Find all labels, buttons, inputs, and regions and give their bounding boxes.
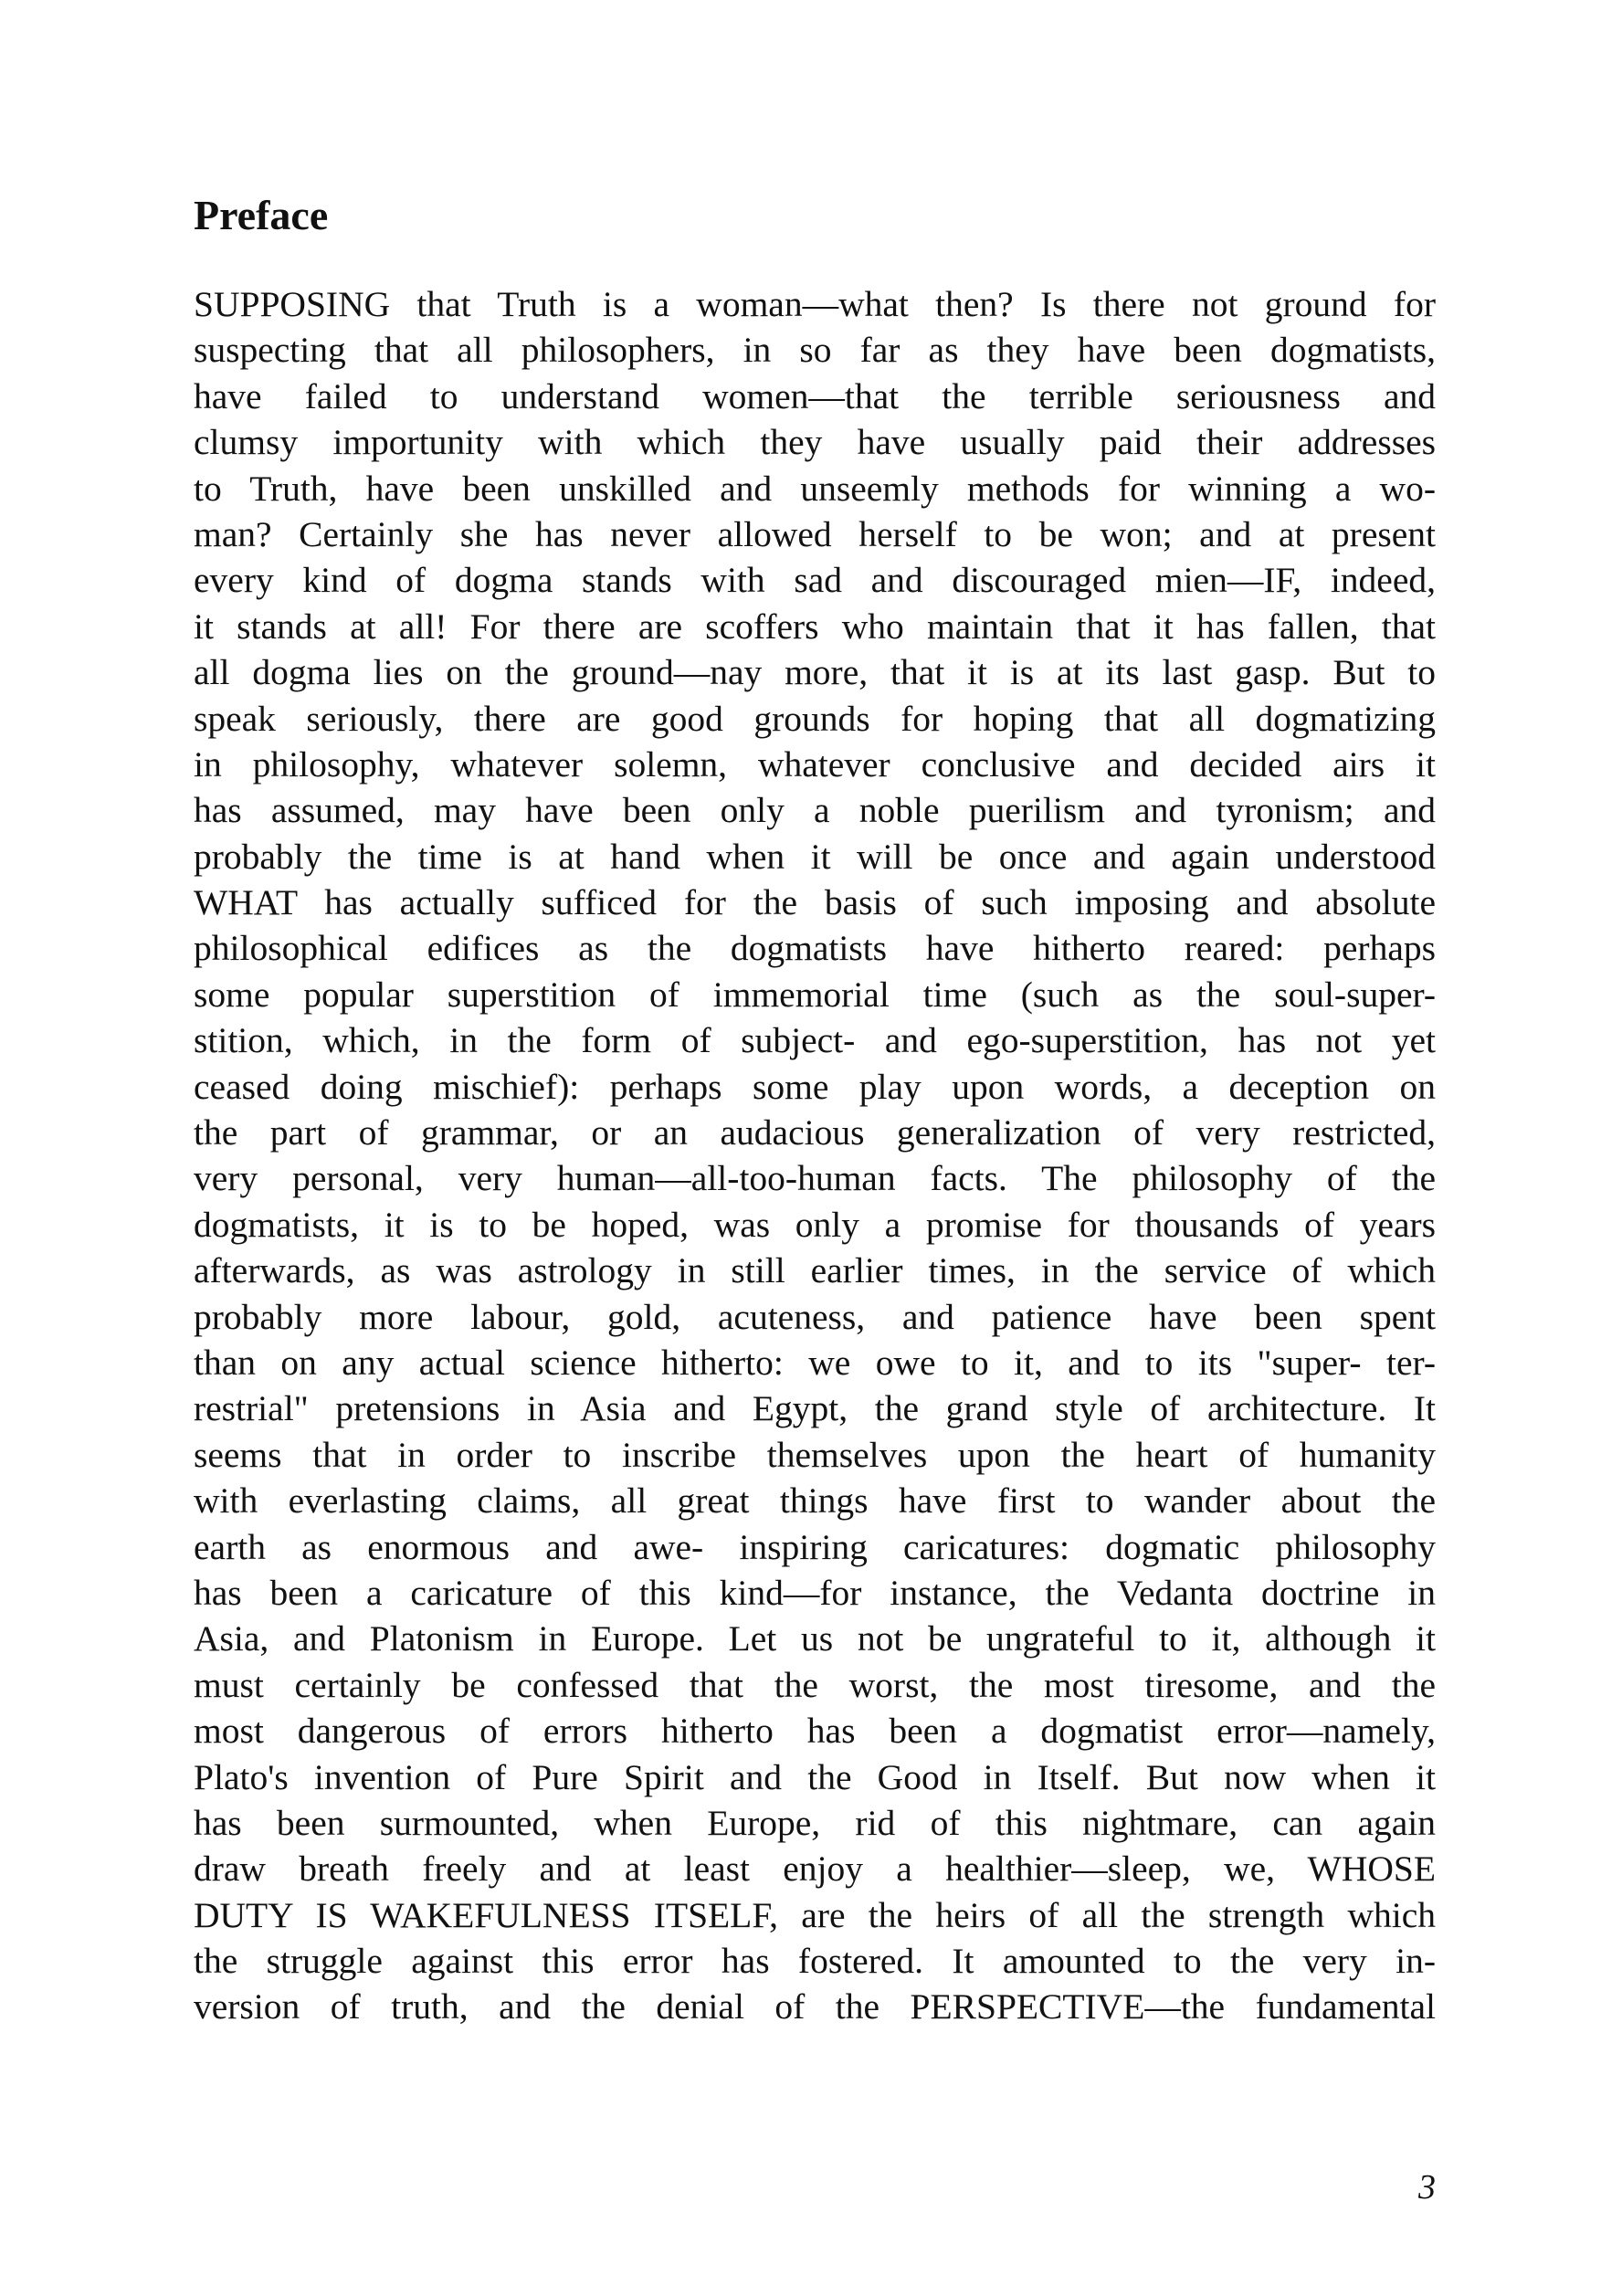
text-line: probably more labour, gold, acuteness, and patience have been spent bbox=[194, 1296, 1436, 1337]
text-line: speak seriously, there are good grounds for hoping that all dogmatizing bbox=[194, 698, 1436, 739]
text-line: seems that in order to inscribe themselves upon the heart of humanity bbox=[194, 1434, 1436, 1475]
text-line: have failed to understand women—that the terrible seriousness and bbox=[194, 375, 1436, 416]
text-line: philosophical edifices as the dogmatists have hitherto reared: perhaps bbox=[194, 928, 1436, 969]
page-title: Preface bbox=[194, 192, 329, 238]
text-line: earth as enormous and awe- inspiring caricatures: dogmatic philosophy bbox=[194, 1526, 1436, 1567]
body-paragraph bbox=[194, 281, 1436, 2030]
text-line: in philosophy, whatever solemn, whatever conclusive and decided airs it bbox=[194, 743, 1436, 785]
text-line: man? Certainly she has never allowed herself to be won; and at present bbox=[194, 513, 1436, 554]
text-line: has been surmounted, when Europe, rid of this nightmare, can again bbox=[194, 1802, 1436, 1843]
text-line: draw breath freely and at least enjoy a healthier—sleep, we, WHOSE bbox=[194, 1848, 1436, 1890]
text-line: DUTY IS WAKEFULNESS ITSELF, are the heirs of all the strength which bbox=[194, 1894, 1436, 1935]
text-line: version of truth, and the denial of the PERSPECTIVE—the fundamental bbox=[194, 1986, 1436, 2027]
text-line: clumsy importunity with which they have usually paid their addresses bbox=[194, 422, 1436, 463]
text-line: every kind of dogma stands with sad and discouraged mien—IF, indeed, bbox=[194, 560, 1436, 601]
text-line: WHAT has actually sufficed for the basis of such imposing and absolute bbox=[194, 882, 1436, 923]
text-line: dogmatists, it is to be hoped, was only a promise for thousands of years bbox=[194, 1204, 1436, 1245]
text-line: SUPPOSING that Truth is a woman—what then? Is there not ground for bbox=[194, 284, 1436, 324]
text-line: ceased doing mischief): perhaps some play upon words, a deception on bbox=[194, 1066, 1436, 1107]
text-line: very personal, very human—all-too-human facts. The philosophy of the bbox=[194, 1158, 1436, 1199]
text-line: to Truth, have been unskilled and unseemly methods for winning a wo- bbox=[194, 468, 1436, 509]
page-number: 3 bbox=[1418, 2168, 1436, 2206]
text-line: probably the time is at hand when it will be once and again understood bbox=[194, 836, 1436, 877]
text-line: all dogma lies on the ground—nay more, that it is at its last gasp. But to bbox=[194, 652, 1436, 693]
text-line: must certainly be confessed that the worst, the most tiresome, and the bbox=[194, 1664, 1436, 1705]
text-line: some popular superstition of immemorial time (such as the soul-super- bbox=[194, 974, 1436, 1015]
text-line: has assumed, may have been only a noble puerilism and tyronism; and bbox=[194, 790, 1436, 831]
text-line: the struggle against this error has fostered. It amounted to the very in- bbox=[194, 1941, 1436, 1982]
text-line: most dangerous of errors hitherto has been a dogmatist error—namely, bbox=[194, 1711, 1436, 1752]
text-line: restrial" pretensions in Asia and Egypt, the grand style of architecture. It bbox=[194, 1388, 1436, 1429]
text-line: has been a caricature of this kind—for instance, the Vedanta doctrine in bbox=[194, 1572, 1436, 1613]
text-line: the part of grammar, or an audacious generalization of very restricted, bbox=[194, 1112, 1436, 1153]
text-line: afterwards, as was astrology in still earlier times, in the service of which bbox=[194, 1250, 1436, 1291]
text-line: Plato's invention of Pure Spirit and the Good in Itself. But now when it bbox=[194, 1756, 1436, 1797]
text-line: suspecting that all philosophers, in so far as they have been dogmatists, bbox=[194, 330, 1436, 371]
text-line: Asia, and Platonism in Europe. Let us not be ungrateful to it, although it bbox=[194, 1618, 1436, 1659]
text-line: than on any actual science hitherto: we owe to it, and to its "super- ter- bbox=[194, 1342, 1436, 1383]
text-line: it stands at all! For there are scoffers who maintain that it has fallen, that bbox=[194, 606, 1436, 647]
text-line: with everlasting claims, all great things have first to wander about the bbox=[194, 1480, 1436, 1522]
text-line: stition, which, in the form of subject- and ego-superstition, has not yet bbox=[194, 1020, 1436, 1061]
